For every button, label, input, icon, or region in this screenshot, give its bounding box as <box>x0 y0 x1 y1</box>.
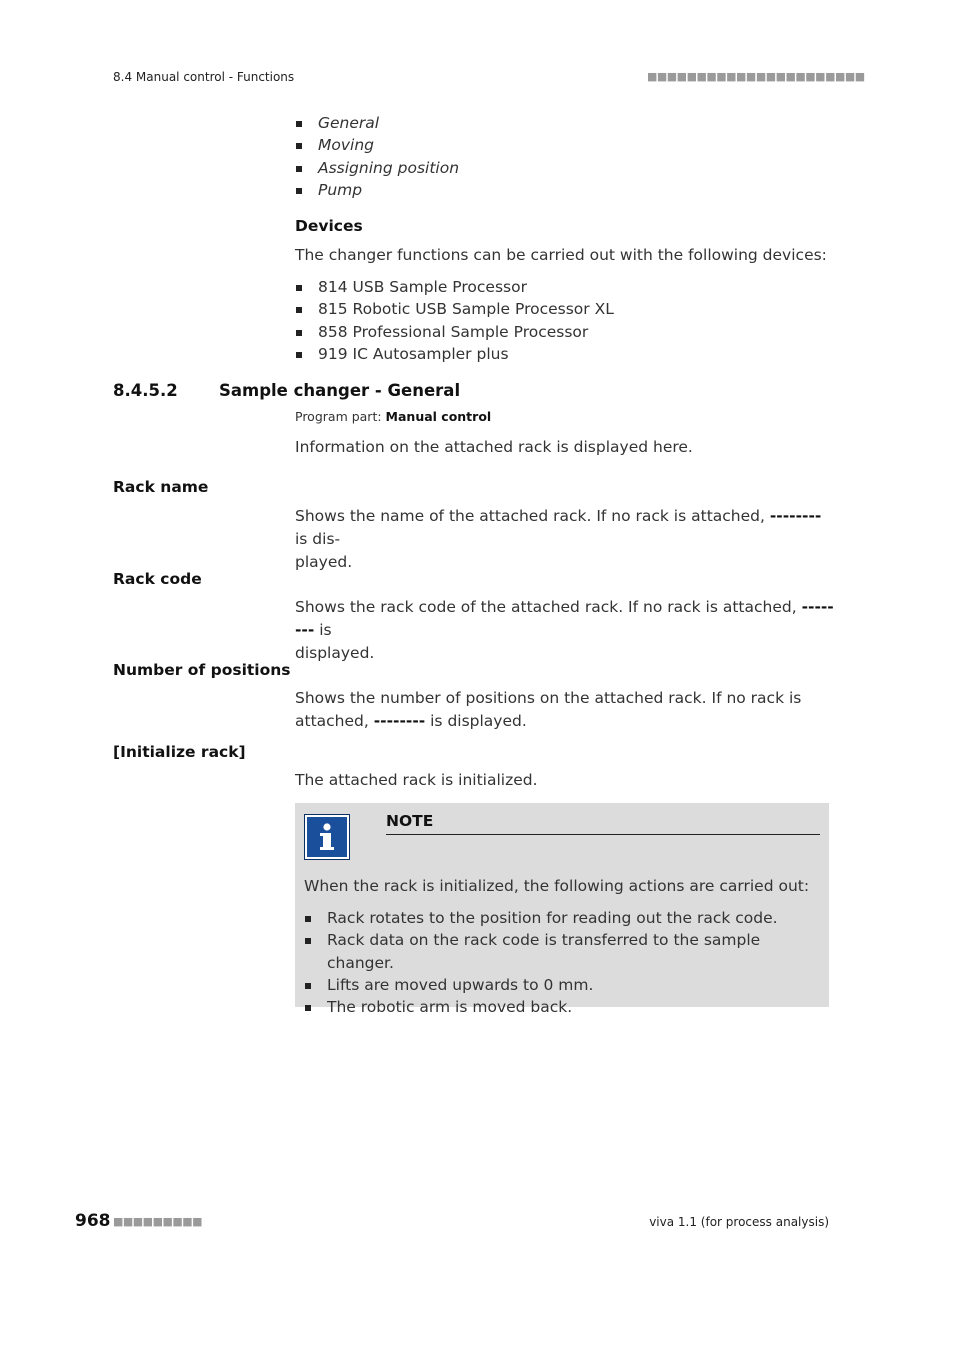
list-item: Moving <box>295 134 815 156</box>
note-list <box>304 907 824 1018</box>
rack-code-description: Shows the rack code of the attached rack. If no rack is attached, -------- is displayed. <box>295 598 834 662</box>
note-box <box>295 803 829 1017</box>
list-item: Pump <box>295 179 815 201</box>
program-part-value: Manual control <box>385 409 492 424</box>
section-intro: Information on the attached rack is displayed here. <box>295 438 693 456</box>
note-intro: When the rack is initialized, the following actions are carried out: <box>304 877 810 895</box>
list-item: Rack rotates to the position for reading out the rack code. <box>304 907 824 929</box>
section-title: Sample changer - General <box>219 381 461 400</box>
list-item: 814 USB Sample Processor <box>295 276 815 298</box>
term-rack-code: Rack code <box>113 570 202 588</box>
devices-heading: Devices <box>295 217 363 235</box>
rack-name-description: Shows the name of the attached rack. If no rack is attached, -------- is dis- played. <box>295 507 822 571</box>
list-item: 815 Robotic USB Sample Processor XL <box>295 298 815 320</box>
note-title: NOTE <box>386 812 434 830</box>
term-number-of-positions: Number of positions <box>113 661 291 679</box>
list-item: Lifts are moved upwards to 0 mm. <box>304 974 824 996</box>
note-title-rule <box>386 811 820 835</box>
footer-decoration: ■■■■■■■■■ <box>113 1215 203 1228</box>
list-item: Rack data on the rack code is transferred to the sample changer. <box>304 929 824 974</box>
header-decoration: ■■■■■■■■■■■■■■■■■■■■■■ <box>647 70 865 83</box>
device-list <box>295 276 815 365</box>
number-of-positions-description: Shows the number of positions on the attached rack. If no rack is attached, -------- is displayed. <box>295 689 802 730</box>
list-item: General <box>295 112 815 134</box>
list-item: Assigning position <box>295 157 815 179</box>
footer-product: viva 1.1 (for process analysis) <box>649 1215 829 1229</box>
term-rack-name: Rack name <box>113 478 209 496</box>
program-part <box>295 409 491 424</box>
term-initialize-rack: [Initialize rack] <box>113 743 246 761</box>
initialize-rack-description: The attached rack is initialized. <box>295 771 538 789</box>
devices-intro: The changer functions can be carried out with the following devices: <box>295 246 827 264</box>
section-number: 8.4.5.2 <box>113 381 178 400</box>
function-list <box>295 112 815 201</box>
list-item: The robotic arm is moved back. <box>304 996 824 1018</box>
list-item: 858 Professional Sample Processor <box>295 321 815 343</box>
list-item: 919 IC Autosampler plus <box>295 343 815 365</box>
page-number: 968 <box>75 1211 111 1231</box>
info-icon <box>304 814 350 860</box>
program-part-label: Program part: <box>295 409 382 424</box>
running-header: 8.4 Manual control - Functions <box>113 70 295 84</box>
